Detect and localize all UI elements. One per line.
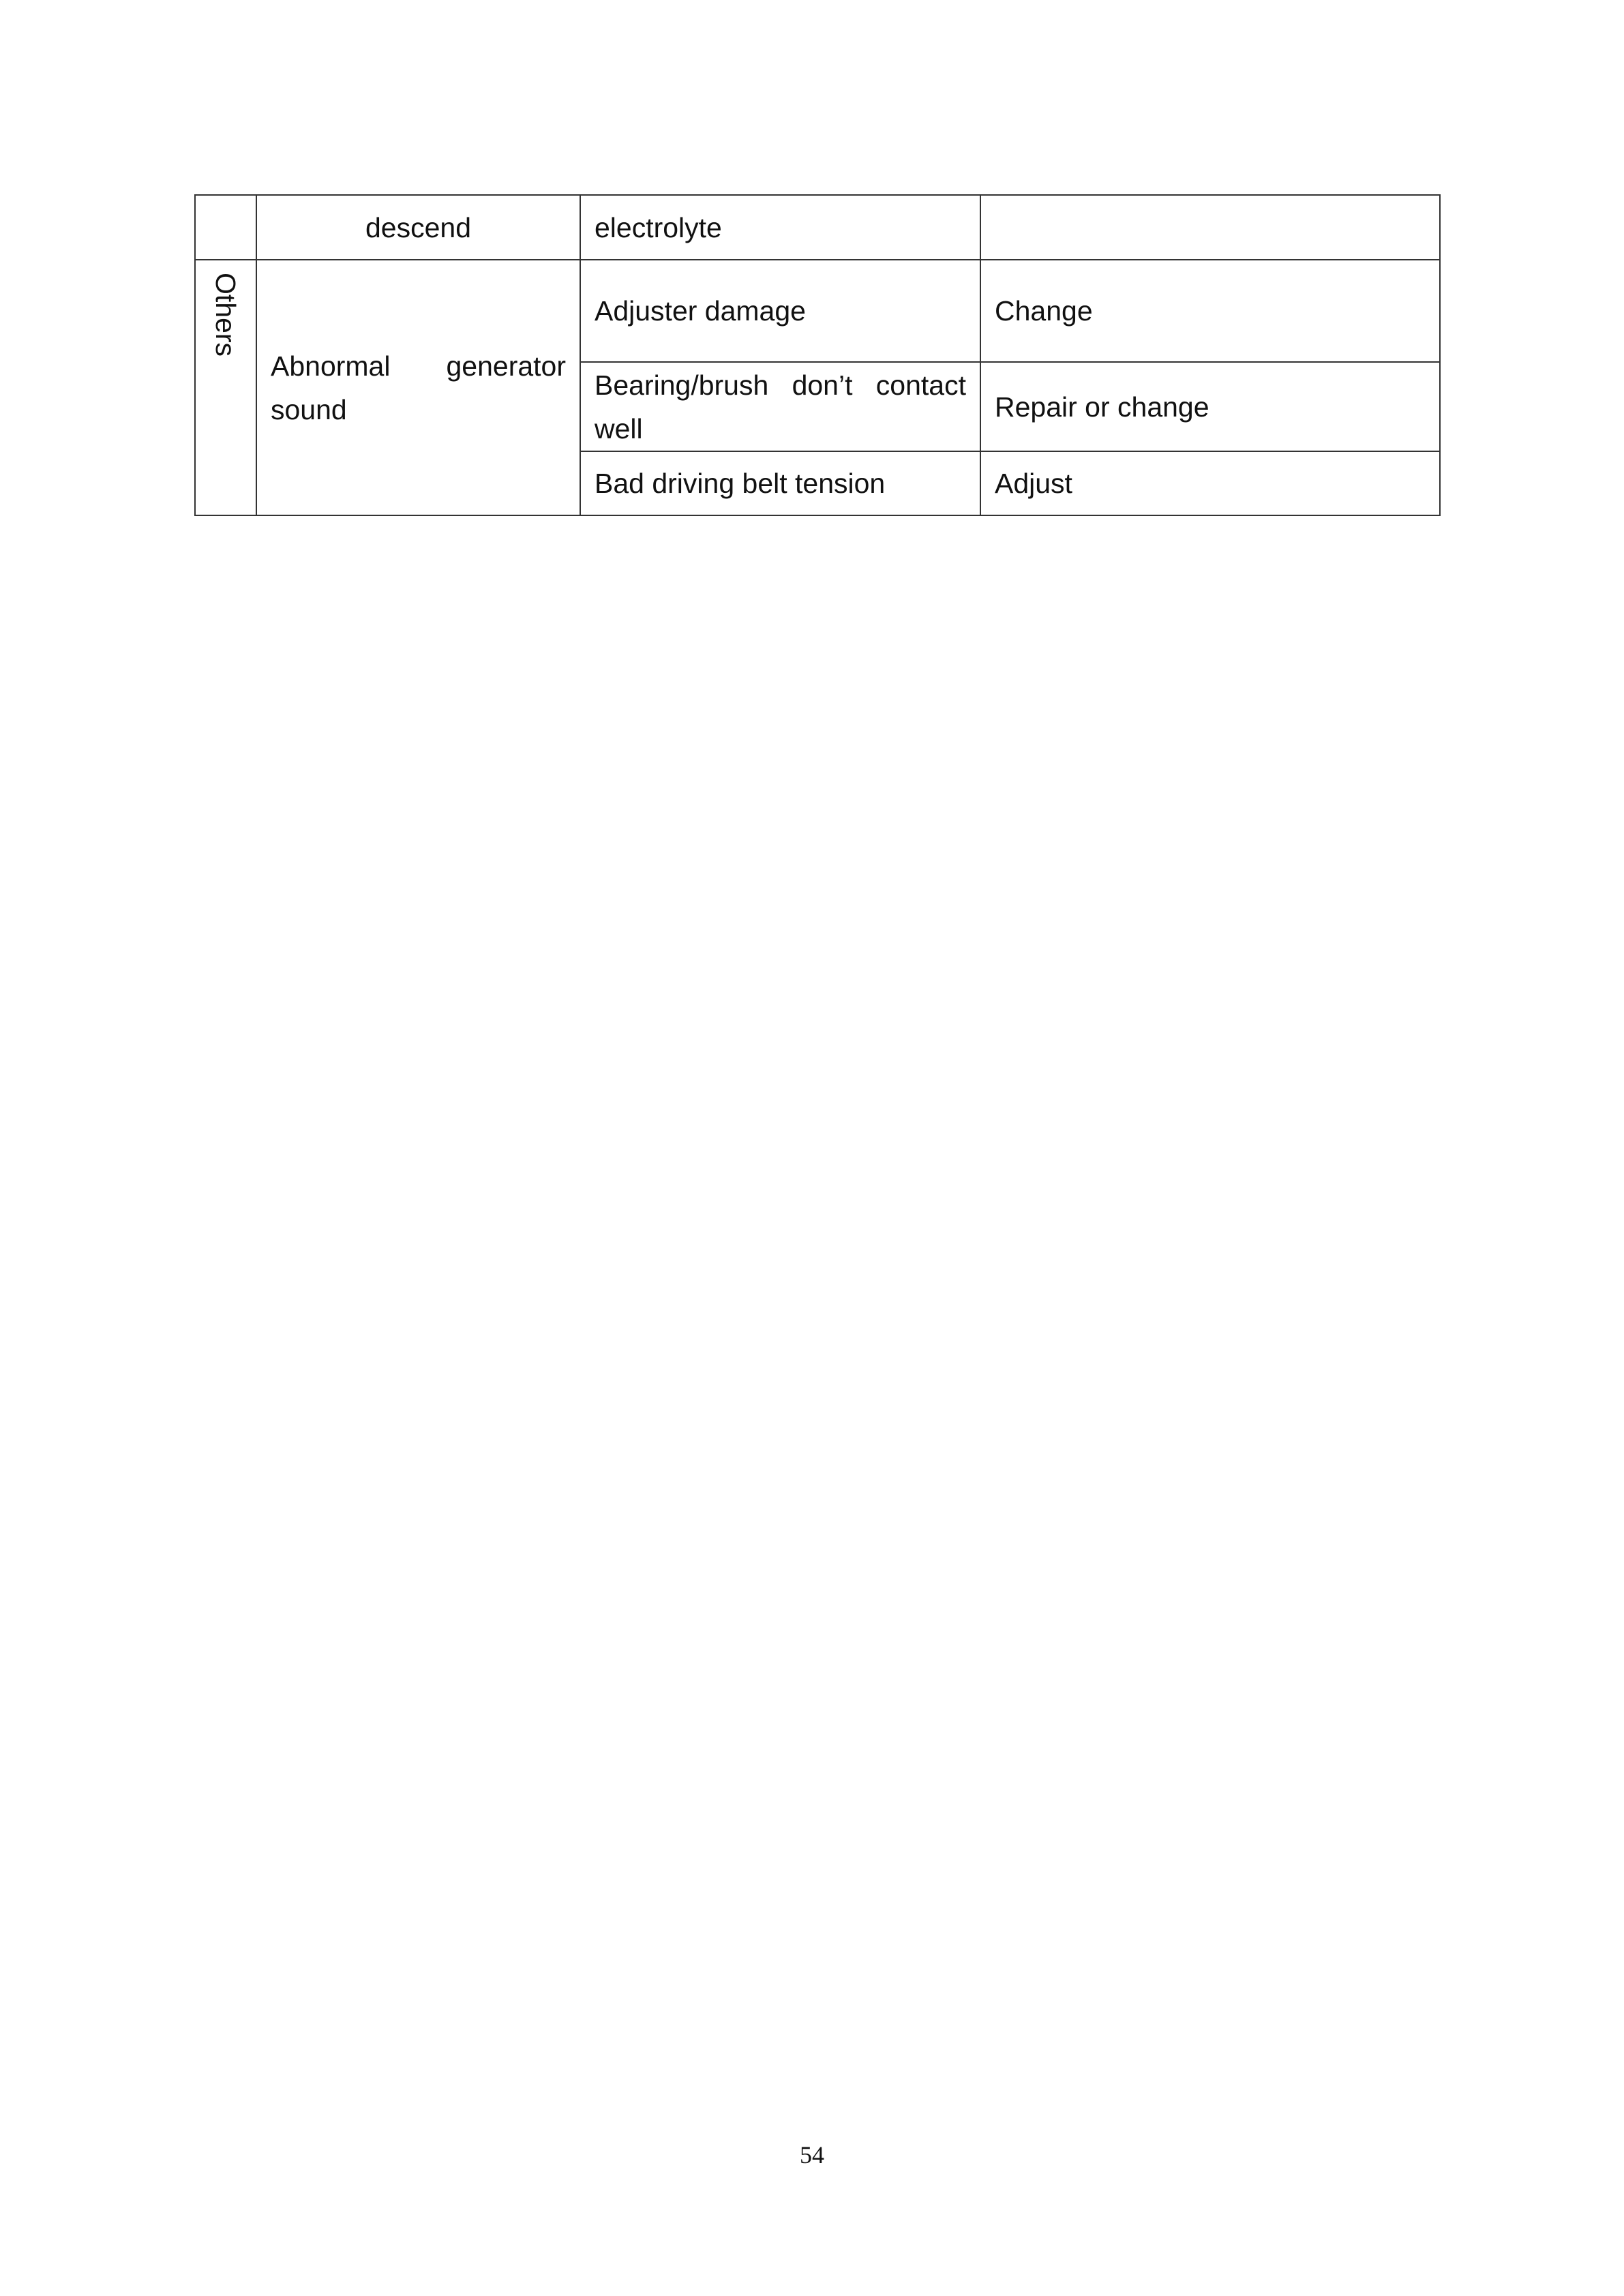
- symptom-word: generator: [446, 350, 566, 382]
- remedy-cell: Adjust: [980, 451, 1440, 515]
- remedy-cell: Change: [980, 260, 1440, 362]
- cause-line: well: [595, 412, 643, 444]
- cause-cell: Bad driving belt tension: [580, 451, 980, 515]
- symptom-cell: [256, 260, 580, 515]
- symptom-line-2: sound: [271, 393, 347, 425]
- category-label: Others: [210, 273, 241, 357]
- troubleshooting-table: [194, 194, 1441, 516]
- remedy-cell: [980, 195, 1440, 260]
- category-cell: [195, 195, 256, 260]
- symptom-line-1: [271, 344, 566, 388]
- cause-cell: [580, 362, 980, 451]
- remedy-cell: Repair or change: [980, 362, 1440, 451]
- cause-cell: electrolyte: [580, 195, 980, 260]
- page-number: 54: [800, 2141, 824, 2169]
- symptom-cell: descend: [256, 195, 580, 260]
- symptom-word: Abnormal: [271, 350, 391, 382]
- table-row: [195, 260, 1440, 362]
- cause-line: Bearing/brush don’t contact: [595, 369, 966, 401]
- cause-cell: Adjuster damage: [580, 260, 980, 362]
- category-cell-others: [195, 260, 256, 515]
- table-row: [195, 195, 1440, 260]
